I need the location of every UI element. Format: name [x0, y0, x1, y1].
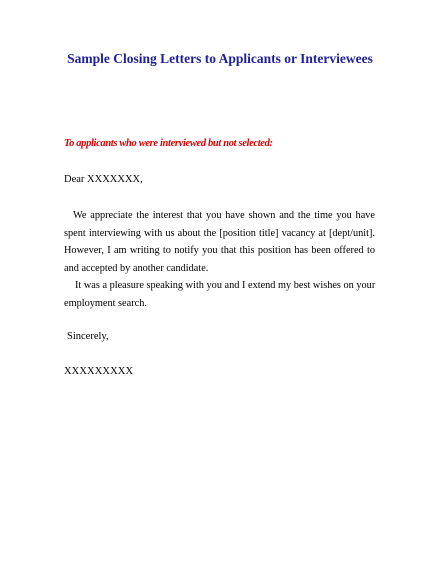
paragraph-line: and accepted by another candidate.: [64, 262, 209, 274]
closing: Sincerely,: [67, 331, 109, 342]
paragraph-line: However, I am writing to notify you that this position has been offered to: [64, 245, 375, 256]
section-heading: To applicants who were interviewed but not selected:: [64, 138, 273, 149]
salutation: Dear XXXXXXX,: [64, 174, 143, 185]
paragraph-line: employment search.: [64, 297, 147, 309]
body-paragraph-2: [64, 277, 375, 312]
page-title: Sample Closing Letters to Applicants or Interviewees: [67, 51, 373, 66]
body-paragraph-1: [64, 207, 375, 277]
signature: XXXXXXXXX: [64, 366, 134, 377]
paragraph-line: It was a pleasure speaking with you and I extend my best wishes on your: [75, 280, 376, 291]
paragraph-line: We appreciate the interest that you have shown and the time you have: [73, 210, 375, 221]
paragraph-line: spent interviewing with us about the [position title] vacancy at [dept/unit].: [64, 227, 375, 239]
